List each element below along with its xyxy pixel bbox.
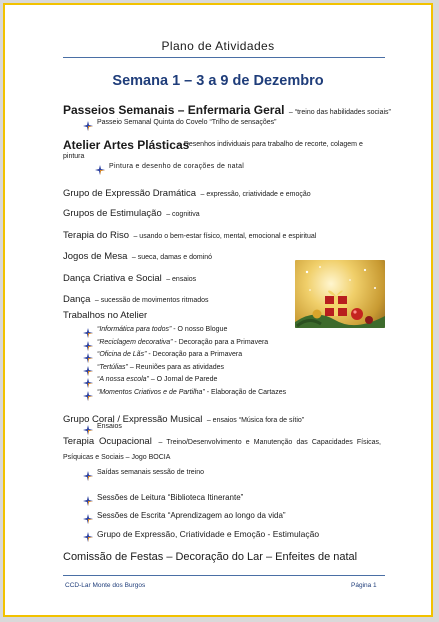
trabalhos-list-item — [97, 351, 242, 358]
bullet-star-icon — [83, 325, 93, 335]
week-title: Semana 1 – 3 a 9 de Dezembro — [112, 73, 324, 89]
bullet-star-icon — [83, 375, 93, 385]
grupo-coral-label: Grupo Coral / Expressão Musical — [63, 414, 203, 425]
section-grupos-estimulacao — [63, 203, 200, 221]
bullet-star-icon — [83, 363, 93, 373]
bullet-star-icon — [83, 338, 93, 348]
trabalhos-item-name: “Momentos Criativos e de Partilha” — [97, 388, 205, 396]
trabalhos-list-item — [97, 376, 217, 383]
jogos-mesa-label: Jogos de Mesa — [63, 251, 128, 262]
atelier-artes-title: Atelier Artes Plásticas — [63, 138, 190, 152]
footer-divider — [63, 575, 385, 576]
section-grupo-expressao — [63, 183, 311, 201]
bullet-star-icon — [83, 468, 93, 478]
grupo-expressao2-text: Grupo de Expressão, Criatividade e Emoção - Estimulação — [97, 529, 320, 539]
trabalhos-item-desc: - O nosso Blogue — [171, 326, 228, 333]
trabalhos-item-name: “Tertúlias” — [97, 363, 128, 371]
section-danca — [63, 289, 209, 307]
passeios-sub: Passeio Semanal Quinta do Covelo “Trilho de sensações” — [97, 119, 277, 126]
trabalhos-list-item — [97, 389, 286, 396]
bullet-star-icon — [83, 388, 93, 398]
terapia-ocupacional-label: Terapia Ocupacional — [63, 436, 152, 447]
terapia-riso-label: Terapia do Riso — [63, 230, 130, 241]
bullet-star-icon — [83, 422, 93, 432]
trabalhos-list-item — [97, 339, 268, 346]
grupo-expressao-label: Grupo de Expressão Dramática — [63, 188, 197, 199]
footer-left: CCD-Lar Monte dos Burgos — [65, 582, 146, 589]
trabalhos-item-desc: – O Jornal de Parede — [148, 376, 218, 383]
trabalhos-list-item — [97, 364, 224, 371]
section-terapia-ocupacional — [63, 434, 381, 464]
page-header-title: Plano de Atividades — [161, 39, 275, 53]
trabalhos-item-name: “A nossa escola” — [97, 376, 149, 383]
trabalhos-title: Trabalhos no Atelier — [63, 310, 148, 321]
bullet-star-icon — [83, 350, 93, 360]
bullet-star-icon — [83, 511, 93, 521]
section-jogos-mesa — [63, 246, 212, 264]
bullet-star-icon — [83, 493, 93, 503]
header-divider — [63, 57, 385, 58]
danca-criativa-label: Dança Criativa e Social — [63, 273, 162, 284]
trabalhos-item-desc: – Reuniões para as atividades — [127, 363, 224, 371]
atelier-artes-desc: – Desenhos individuais para trabalho de recorte, colagem e pintura — [63, 141, 363, 160]
grupos-estimulacao-desc: – cognitiva — [166, 211, 200, 218]
terapia-riso-desc: – usando o bem-estar físico, mental, emocional e espiritual — [133, 233, 317, 240]
comissao-text: Comissão de Festas – Decoração do Lar – Enfeites de natal — [63, 551, 358, 563]
danca-criativa-desc: – ensaios — [166, 276, 197, 283]
sessoes-leitura-text: Sessões de Leitura “Biblioteca Itinerante” — [97, 493, 244, 502]
bullet-star-icon — [83, 529, 93, 539]
trabalhos-list-item — [97, 326, 227, 333]
bullet-star-icon — [83, 118, 93, 128]
passeios-title: Passeios Semanais – Enfermaria Geral — [63, 103, 285, 117]
grupo-coral-sub: Ensaios — [97, 423, 122, 430]
christmas-gift-image — [295, 260, 385, 328]
danca-desc: – sucessão de movimentos ritmados — [94, 297, 209, 304]
jogos-mesa-desc: – sueca, damas e dominó — [131, 254, 213, 261]
christmas-gift-decoration-icon — [295, 260, 385, 328]
danca-label: Dança — [63, 294, 91, 305]
section-passeios — [63, 101, 391, 119]
trabalhos-item-name: “Oficina de Lãs” — [97, 351, 147, 358]
bullet-star-icon — [95, 162, 105, 172]
grupo-expressao-desc: – expressão, criatividade e emoção — [200, 191, 311, 198]
trabalhos-item-desc: - Elaboração de Cartazes — [204, 388, 287, 396]
trabalhos-item-desc: - Decoração para a Primavera — [146, 351, 243, 358]
trabalhos-item-name: “Informática para todos” — [97, 326, 172, 333]
atelier-artes-sub: Pintura e desenho de corações de natal — [109, 163, 245, 170]
footer-page-number: Página 1 — [351, 582, 377, 589]
sessoes-escrita-text: Sessões de Escrita “Aprendizagem ao longo da vida” — [97, 511, 286, 520]
saidas-text: Saídas semanais sessão de treino — [97, 469, 205, 476]
terapia-ocupacional-desc: – Treino/Desenvolvimento e Manutenção das Capacidades Físicas, Psíquicas e Sociais – Jogo BOCIA — [63, 439, 382, 461]
trabalhos-item-name: “Reciclagem decorativa” — [97, 338, 173, 346]
grupo-coral-desc: – ensaios “Música fora de sítio” — [206, 417, 305, 424]
section-danca-criativa — [63, 268, 196, 286]
grupos-estimulacao-label: Grupos de Estimulação — [63, 208, 162, 219]
section-terapia-riso — [63, 225, 316, 243]
document-page — [3, 3, 433, 617]
trabalhos-item-desc: - Decoração para a Primavera — [172, 338, 269, 346]
passeios-desc: – “treino das habilidades sociais” — [288, 109, 391, 116]
